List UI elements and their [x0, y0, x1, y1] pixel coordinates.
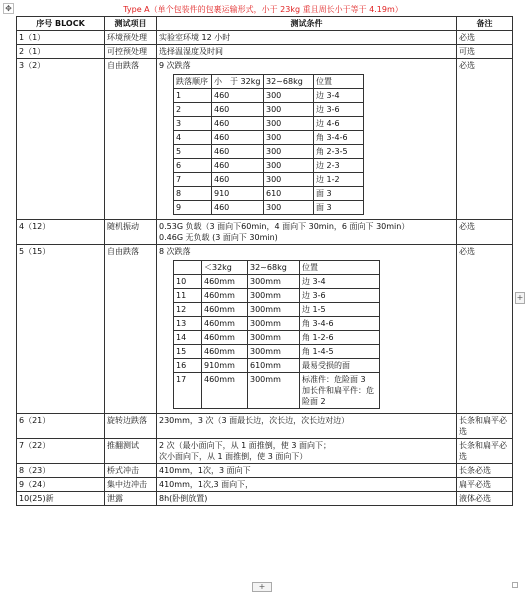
drop8-cell-seq: 17 — [174, 373, 202, 409]
drop8-cell-a: 460mm — [202, 317, 248, 331]
drop8-cell-b: 300mm — [248, 275, 300, 289]
table-row — [17, 31, 513, 45]
cell-item: 推翻测试 — [105, 439, 157, 464]
drop9-cell-seq: 5 — [174, 145, 212, 159]
cell-condition: 实验室环境 12 小时 — [157, 31, 457, 45]
drop9-cell-pos: 边 1-2 — [314, 173, 364, 187]
condition-text: 9 次跌落 — [159, 61, 191, 70]
drop8-cell-b: 300mm — [248, 303, 300, 317]
drop8-cell-a: 460mm — [202, 303, 248, 317]
drop8-cell-b: 300mm — [248, 317, 300, 331]
drop8-cell-a: 460mm — [202, 373, 248, 409]
cell-condition — [157, 59, 457, 220]
drop9-row — [174, 131, 364, 145]
drop9-cell-a: 460 — [212, 103, 264, 117]
cell-item: 集中边冲击 — [105, 478, 157, 492]
header-seq: 序号 BLOCK — [17, 17, 105, 31]
drop8-row — [174, 345, 380, 359]
cell-item: 环境预处理 — [105, 31, 157, 45]
drop9-cell-a: 460 — [212, 201, 264, 215]
drop9-cell-b: 300 — [264, 89, 314, 103]
drop9-body — [174, 89, 364, 215]
drop9-cell-seq: 4 — [174, 131, 212, 145]
drop9-cell-pos: 角 3-4-6 — [314, 131, 364, 145]
cell-note: 必选 — [457, 245, 513, 414]
drop9-row — [174, 201, 364, 215]
cell-condition: 8h(卧倒放置) — [157, 492, 457, 506]
drop9-cell-seq: 9 — [174, 201, 212, 215]
drop9-cell-seq: 7 — [174, 173, 212, 187]
drop8-header-pos: 位置 — [300, 261, 380, 275]
header-condition: 测试条件 — [157, 17, 457, 31]
drop8-cell-b: 300mm — [248, 331, 300, 345]
cell-condition — [157, 220, 457, 245]
drop8-row — [174, 289, 380, 303]
cell-note: 长条和扁平必选 — [457, 439, 513, 464]
table-row — [17, 464, 513, 478]
drop8-table — [173, 260, 380, 409]
drop8-cell-pos: 角 3-4-6 — [300, 317, 380, 331]
table-move-handle[interactable]: ✥ — [3, 3, 14, 14]
drop9-cell-pos: 面 3 — [314, 201, 364, 215]
cell-condition: 410mm，1次，3 面向下 — [157, 464, 457, 478]
cell-condition — [157, 245, 457, 414]
drop9-cell-a: 460 — [212, 159, 264, 173]
drop9-row — [174, 187, 364, 201]
drop9-cell-a: 460 — [212, 145, 264, 159]
drop9-header-a: 小 于 32kg — [212, 75, 264, 89]
drop8-cell-a: 460mm — [202, 345, 248, 359]
cell-item: 旋转边跌落 — [105, 414, 157, 439]
drop8-cell-b: 300mm — [248, 345, 300, 359]
cell-seq: 7（22） — [17, 439, 105, 464]
drop8-cell-b: 300mm — [248, 289, 300, 303]
drop8-cell-pos: 角 1-4-5 — [300, 345, 380, 359]
drop8-cell-a: 460mm — [202, 289, 248, 303]
condition-line: 0.53G 负载（3 面向下60min，4 面向下 30min，6 面向下 30min） — [159, 222, 410, 231]
drop8-header-b: 32~68kg — [248, 261, 300, 275]
drop8-cell-pos: 标准件：危险面 3 加长件和扁平件：危险面 2 — [300, 373, 380, 409]
drop9-header-seq: 跌落顺序 — [174, 75, 212, 89]
drop8-cell-b: 610mm — [248, 359, 300, 373]
drop9-row — [174, 173, 364, 187]
drop9-header-pos: 位置 — [314, 75, 364, 89]
header-row — [17, 17, 513, 31]
cell-note: 液体必选 — [457, 492, 513, 506]
cell-seq: 3（2） — [17, 59, 105, 220]
drop9-cell-pos: 边 2-3 — [314, 159, 364, 173]
drop8-cell-seq: 16 — [174, 359, 202, 373]
drop9-row — [174, 117, 364, 131]
drop9-cell-b: 300 — [264, 103, 314, 117]
drop9-cell-b: 610 — [264, 187, 314, 201]
cell-condition: 230mm，3 次（3 面最长边，次长边，次长边对边） — [157, 414, 457, 439]
drop9-row — [174, 103, 364, 117]
drop9-cell-b: 300 — [264, 117, 314, 131]
cell-seq: 9（24） — [17, 478, 105, 492]
drop9-cell-pos: 角 2-3-5 — [314, 145, 364, 159]
drop9-cell-a: 460 — [212, 173, 264, 187]
drop9-header-b: 32~68kg — [264, 75, 314, 89]
drop9-cell-b: 300 — [264, 159, 314, 173]
drop9-cell-seq: 6 — [174, 159, 212, 173]
cell-note: 长条必选 — [457, 464, 513, 478]
cell-item: 自由跌落 — [105, 245, 157, 414]
cell-item: 泄露 — [105, 492, 157, 506]
table-row — [17, 59, 513, 220]
drop8-cell-a: 460mm — [202, 275, 248, 289]
drop9-table — [173, 74, 364, 215]
drop8-cell-seq: 12 — [174, 303, 202, 317]
drop9-cell-a: 460 — [212, 89, 264, 103]
cell-seq: 8（23） — [17, 464, 105, 478]
condition-line: 0.46G 无负载 (3 面向下 30min) — [159, 233, 278, 242]
add-row-button[interactable]: + — [252, 582, 272, 592]
cell-note: 可选 — [457, 45, 513, 59]
drop8-row — [174, 303, 380, 317]
test-table — [16, 16, 513, 506]
drop8-cell-pos: 边 3-6 — [300, 289, 380, 303]
drop8-cell-pos: 最易受损的面 — [300, 359, 380, 373]
condition-line: 次小面向下，从 1 面推倒，使 3 面向下） — [159, 452, 308, 461]
drop8-body — [174, 275, 380, 409]
drop8-header-a: ＜32kg — [202, 261, 248, 275]
cell-seq: 4（12） — [17, 220, 105, 245]
drop9-cell-b: 300 — [264, 201, 314, 215]
drop9-header-row — [174, 75, 364, 89]
header-note: 备注 — [457, 17, 513, 31]
drop8-header-row — [174, 261, 380, 275]
drop8-row — [174, 275, 380, 289]
drop9-cell-pos: 边 3-4 — [314, 89, 364, 103]
drop8-row — [174, 373, 380, 409]
drop8-cell-seq: 15 — [174, 345, 202, 359]
table-row — [17, 414, 513, 439]
add-column-button[interactable]: + — [516, 293, 524, 302]
table-row — [17, 45, 513, 59]
cell-seq: 2（1） — [17, 45, 105, 59]
drop8-cell-pos: 角 1-2-6 — [300, 331, 380, 345]
table-row — [17, 478, 513, 492]
drop9-cell-b: 300 — [264, 145, 314, 159]
table-row — [17, 439, 513, 464]
drop9-cell-b: 300 — [264, 173, 314, 187]
drop9-cell-seq: 3 — [174, 117, 212, 131]
cell-condition — [157, 439, 457, 464]
drop8-cell-a: 910mm — [202, 359, 248, 373]
table-row — [17, 245, 513, 414]
condition-line: 2 次（最小面向下，从 1 面推倒，使 3 面向下； — [159, 441, 331, 450]
drop8-header-seq — [174, 261, 202, 275]
drop9-cell-pos: 面 3 — [314, 187, 364, 201]
cell-seq: 1（1） — [17, 31, 105, 45]
drop8-cell-a: 460mm — [202, 331, 248, 345]
drop9-cell-pos: 边 3-6 — [314, 103, 364, 117]
drop9-row — [174, 159, 364, 173]
cell-item: 桥式冲击 — [105, 464, 157, 478]
drop9-cell-seq: 1 — [174, 89, 212, 103]
drop8-row — [174, 331, 380, 345]
cell-item: 可控预处理 — [105, 45, 157, 59]
drop8-cell-seq: 10 — [174, 275, 202, 289]
drop8-cell-seq: 11 — [174, 289, 202, 303]
cell-seq: 5（15） — [17, 245, 105, 414]
header-item: 测试项目 — [105, 17, 157, 31]
drop9-cell-seq: 2 — [174, 103, 212, 117]
cell-note: 必选 — [457, 59, 513, 220]
cell-item: 自由跌落 — [105, 59, 157, 220]
cell-seq: 6（21） — [17, 414, 105, 439]
document-title: Type A（单个包装件的包裹运输形式，小于 23kg 重且周长小于等于 4.19m） — [123, 5, 403, 14]
cell-condition: 410mm，1次,3 面向下， — [157, 478, 457, 492]
condition-text: 8 次跌落 — [159, 247, 191, 256]
cell-note: 长条和扁平必选 — [457, 414, 513, 439]
drop9-cell-a: 460 — [212, 131, 264, 145]
cell-note: 必选 — [457, 31, 513, 45]
table-row — [17, 220, 513, 245]
cell-note: 必选 — [457, 220, 513, 245]
drop8-cell-b: 300mm — [248, 373, 300, 409]
drop9-cell-a: 460 — [212, 117, 264, 131]
cell-note: 扁平必选 — [457, 478, 513, 492]
cell-item: 随机振动 — [105, 220, 157, 245]
drop9-row — [174, 145, 364, 159]
drop8-cell-pos: 边 1-5 — [300, 303, 380, 317]
drop8-row — [174, 359, 380, 373]
drop8-row — [174, 317, 380, 331]
table-resize-handle[interactable] — [512, 582, 518, 588]
drop8-cell-seq: 14 — [174, 331, 202, 345]
drop8-cell-seq: 13 — [174, 317, 202, 331]
drop9-cell-b: 300 — [264, 131, 314, 145]
drop9-row — [174, 89, 364, 103]
cell-seq: 10(25)新 — [17, 492, 105, 506]
drop9-cell-a: 910 — [212, 187, 264, 201]
drop9-cell-seq: 8 — [174, 187, 212, 201]
table-row — [17, 492, 513, 506]
drop9-cell-pos: 边 4-6 — [314, 117, 364, 131]
cell-condition: 选择温湿度及时间 — [157, 45, 457, 59]
drop8-cell-pos: 边 3-4 — [300, 275, 380, 289]
